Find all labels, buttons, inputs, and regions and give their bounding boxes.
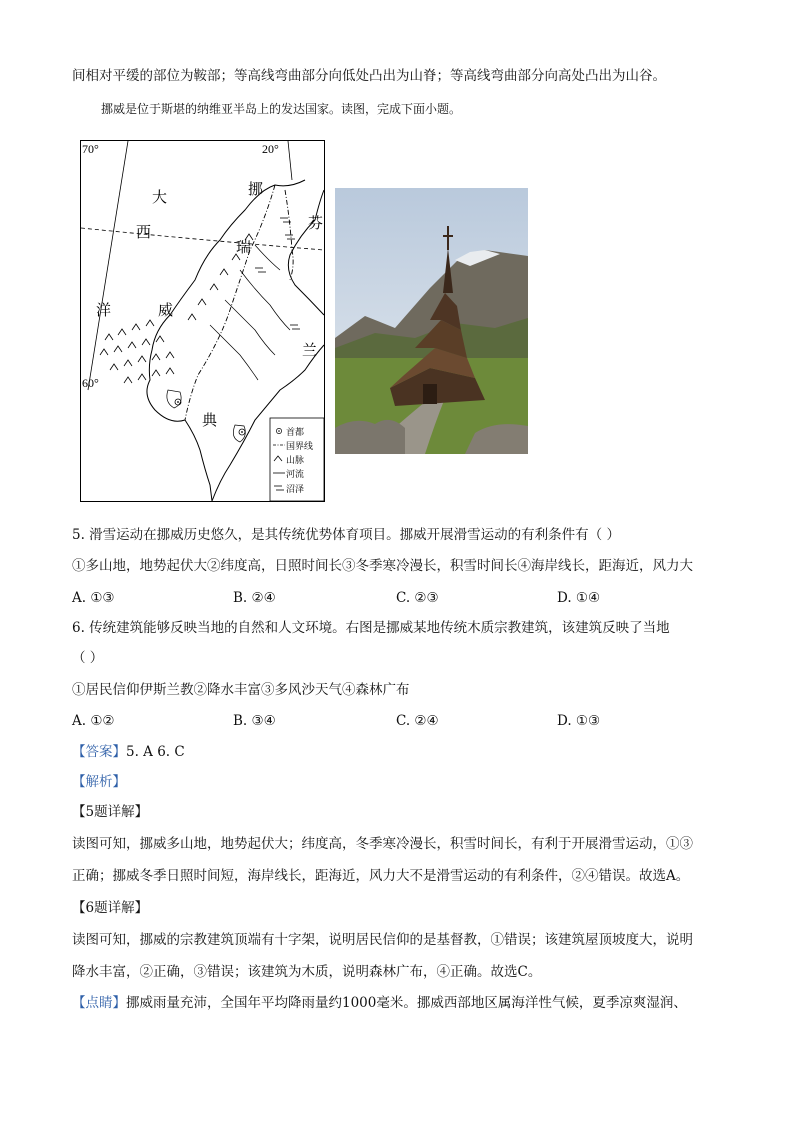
tip-tag: 【点睛】 (72, 995, 126, 1011)
answer-tag: 【答案】 (72, 744, 126, 760)
sweden-label-2: 典 (202, 411, 218, 429)
q5-option-a[interactable]: A. ①③ (72, 590, 115, 606)
q6-items: ①居民信仰伊斯兰教②降水丰富③多风沙天气④森林广布 (72, 682, 410, 698)
sweden-label-1: 瑞 (236, 238, 252, 256)
q6-option-c[interactable]: C. ②④ (396, 713, 439, 729)
lat-70-label: 70° (82, 142, 99, 156)
finland-label-2: 兰 (302, 341, 318, 359)
atlantic-label-3: 洋 (96, 301, 112, 319)
detail5-tag: 【5题详解】 (72, 804, 149, 820)
lat-60-label: 60° (82, 376, 99, 390)
question-intro: 挪威是位于斯堪的纳维亚半岛上的发达国家。读图，完成下面小题。 (101, 102, 462, 116)
legend-border: 国界线 (286, 442, 314, 452)
q6-stem: 6. 传统建筑能够反映当地的自然和人文环境。右图是挪威某地传统木质宗教建筑，该建筑反映了当地 (72, 620, 670, 636)
lon-20-label: 20° (262, 142, 279, 156)
q6-paren: （ ） (72, 650, 104, 666)
answer-text: 5. A 6. C (126, 744, 185, 760)
q6-option-a[interactable]: A. ①② (72, 713, 115, 729)
norway-label-2: 威 (158, 301, 174, 319)
atlantic-label-1: 大 (152, 188, 168, 206)
q5-option-d[interactable]: D. ①④ (557, 590, 601, 606)
map-legend (270, 418, 324, 501)
legend-capital: 首都 (286, 428, 305, 438)
legend-mountain: 山脉 (286, 456, 305, 466)
analysis-tag: 【解析】 (72, 774, 126, 790)
atlantic-label-2: 西 (136, 223, 152, 241)
norway-map (80, 140, 325, 502)
detail5-line2: 正确；挪威冬季日照时间短，海岸线长，距海近，风力大不是滑雪运动的有利条件，②④错误。故选A。 (72, 868, 690, 884)
answer-line (72, 742, 732, 762)
stave-church-photo (335, 188, 528, 454)
detail5-line1: 读图可知，挪威多山地，地势起伏大；纬度高，冬季寒冷漫长，积雪时间长，有利于开展滑雪运动，①③ (72, 836, 693, 852)
norway-label-1: 挪 (248, 180, 264, 198)
q5-stem: 5. 滑雪运动在挪威历史悠久，是其传统优势体育项目。挪威开展滑雪运动的有利条件有（ ） (72, 527, 620, 543)
legend-river: 河流 (286, 470, 305, 480)
q5-items: ①多山地，地势起伏大②纬度高，日照时间长③冬季寒冷漫长，积雪时间长④海岸线长，距海近，风力大 (72, 558, 693, 574)
legend-swamp: 沼泽 (286, 485, 305, 495)
q6-option-d[interactable]: D. ①③ (557, 713, 601, 729)
tip-text: 挪威雨量充沛，全国年平均降雨量约1000毫米。挪威西部地区属海洋性气候，夏季凉爽湿润、 (126, 995, 687, 1011)
q5-option-b[interactable]: B. ②④ (233, 590, 276, 606)
detail6-line2: 降水丰富，②正确，③错误；该建筑为木质，说明森林广布，④正确。故选C。 (72, 964, 542, 980)
q5-option-c[interactable]: C. ②③ (396, 590, 439, 606)
finland-label-1: 芬 (308, 214, 324, 232)
continued-text-line: 间相对平缓的部位为鞍部；等高线弯曲部分向低处凸出为山脊；等高线弯曲部分向高处凸出为山谷。 (72, 68, 666, 84)
detail6-tag: 【6题详解】 (72, 900, 149, 916)
detail6-line1: 读图可知，挪威的宗教建筑顶端有十字架，说明居民信仰的是基督教，①错误；该建筑屋顶坡度大，说明 (72, 932, 693, 948)
tip-line (72, 993, 732, 1013)
q6-option-b[interactable]: B. ③④ (233, 713, 276, 729)
